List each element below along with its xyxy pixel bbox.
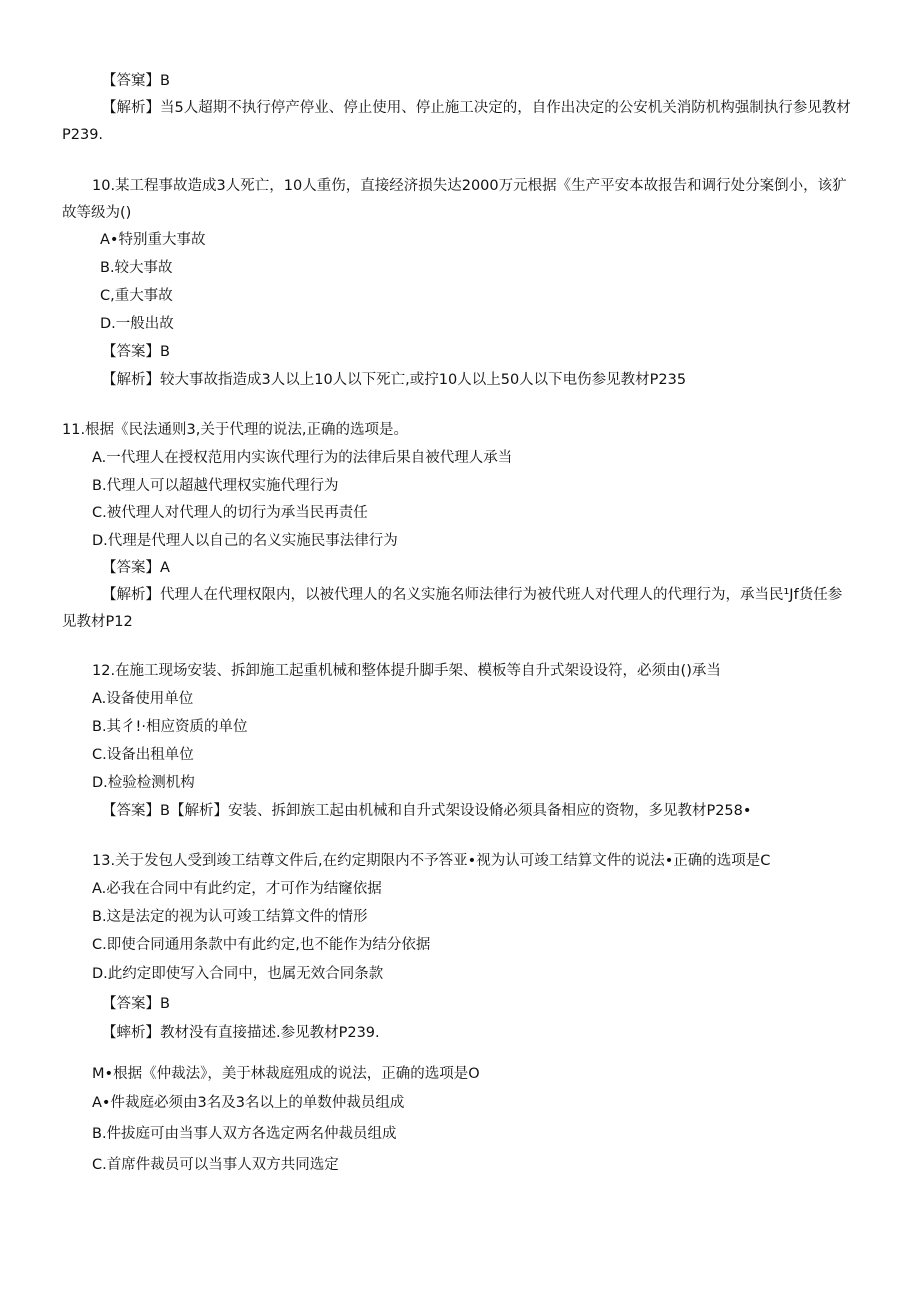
question-11-option-d: D.代理是代理人以自己的名义实施民事法律行为 [92, 533, 398, 549]
question-12-stem: 12.在施工现场安装、拆卸施工起重机械和整体提升脚手架、模板等自升式架设设符，必须由()承当 [92, 663, 721, 679]
question-10-analysis: 【解析】较大事故指造成3人以上10人以下死亡,或拧10人以上50人以下电伤参见教材P235 [102, 372, 687, 388]
question-12-option-c: C.设备出租单位 [92, 747, 194, 763]
question-13-option-d: D.此约定即使写入合同中，也属无效合同条款 [92, 966, 384, 982]
question-11-option-c: C.被代理人对代理人的切行为承当民再责任 [92, 505, 368, 521]
question-11-option-b: B.代理人可以超越代理权实施代理行为 [92, 478, 339, 494]
question-13-option-c: C.即使合同通用条款中有此约定,也不能作为结分依据 [92, 937, 431, 953]
question-12-option-a: A.设备使用单位 [92, 691, 194, 707]
question-10-stem: 10.某工程事故造成3人死亡，10人重伤，直接经济损失达2000万元根据《生产平安本故报告和调行处分案倒小，该犷故等级为() [62, 178, 847, 221]
answer-line: 【答窠】B [102, 73, 170, 89]
question-13-analysis: 【蟀析】教材没有直接描述.参见教材P239. [102, 1025, 380, 1041]
question-10-option-b: B.较大事故 [100, 260, 173, 276]
question-10-option-d: D.一般出故 [100, 316, 174, 332]
question-13-option-b: B.这是法定的视为认可竣工结算文件的情形 [92, 909, 368, 925]
question-12-answer-analysis: 【答案】B【解析】安装、拆卸族工起由机械和自升式架设设脩必须具备相应的资物，多见教材P258• [102, 803, 752, 819]
question-11-stem: 11.根据《民法通则3,关于代理的说法,正确的选项是。 [62, 422, 409, 438]
question-12-option-d: D.检验检测机构 [92, 775, 195, 791]
question-14-option-c: C.首席件裁员可以当事人双方共同选定 [92, 1157, 339, 1173]
question-13-option-a: A.必我在合同中有此约定，才可作为结窿依据 [92, 881, 382, 897]
question-10-option-a: A•特别重大事故 [100, 232, 206, 248]
question-12-option-b: B.其彳!·相应资质的单位 [92, 719, 248, 735]
question-14-option-a: A•件裁庭必须由3名及3名以上的单数仲裁员组成 [92, 1095, 405, 1111]
analysis-paragraph: 【解析】当5人超期不执行停产停业、停止使用、停止施工决定的，自作出决定的公安机关消防机构强制执行参见教材P239. [62, 100, 851, 143]
question-11-option-a: A.一代理人在授权范用内实诙代理行为的法律后果自被代理人承当 [92, 450, 513, 466]
question-10-answer: 【答案】B [102, 344, 170, 360]
question-13-stem: 13.关于发包人受到竣工结尊文件后,在约定期限内不予答亚•视为认可竣工结算文件的说法•正确的选项是C [92, 853, 771, 869]
question-14-stem: M•根据《仲裁法》，美于林裁庭殂成的说法，正确的选项是O [92, 1066, 480, 1082]
question-14-option-b: B.件拔庭可由当事人双方各选定两名仲裁员组成 [92, 1126, 397, 1142]
question-13-answer: 【答案】B [102, 996, 170, 1012]
question-11-answer: 【答案】A [102, 560, 170, 576]
question-10-option-c: C,重大事故 [100, 288, 173, 304]
question-11-analysis: 【解析】代理人在代理权限内，以被代理人的名义实施名师法律行为被代班人对代理人的代理行为，承当民¹Jf货任参见教材P12 [62, 587, 843, 630]
